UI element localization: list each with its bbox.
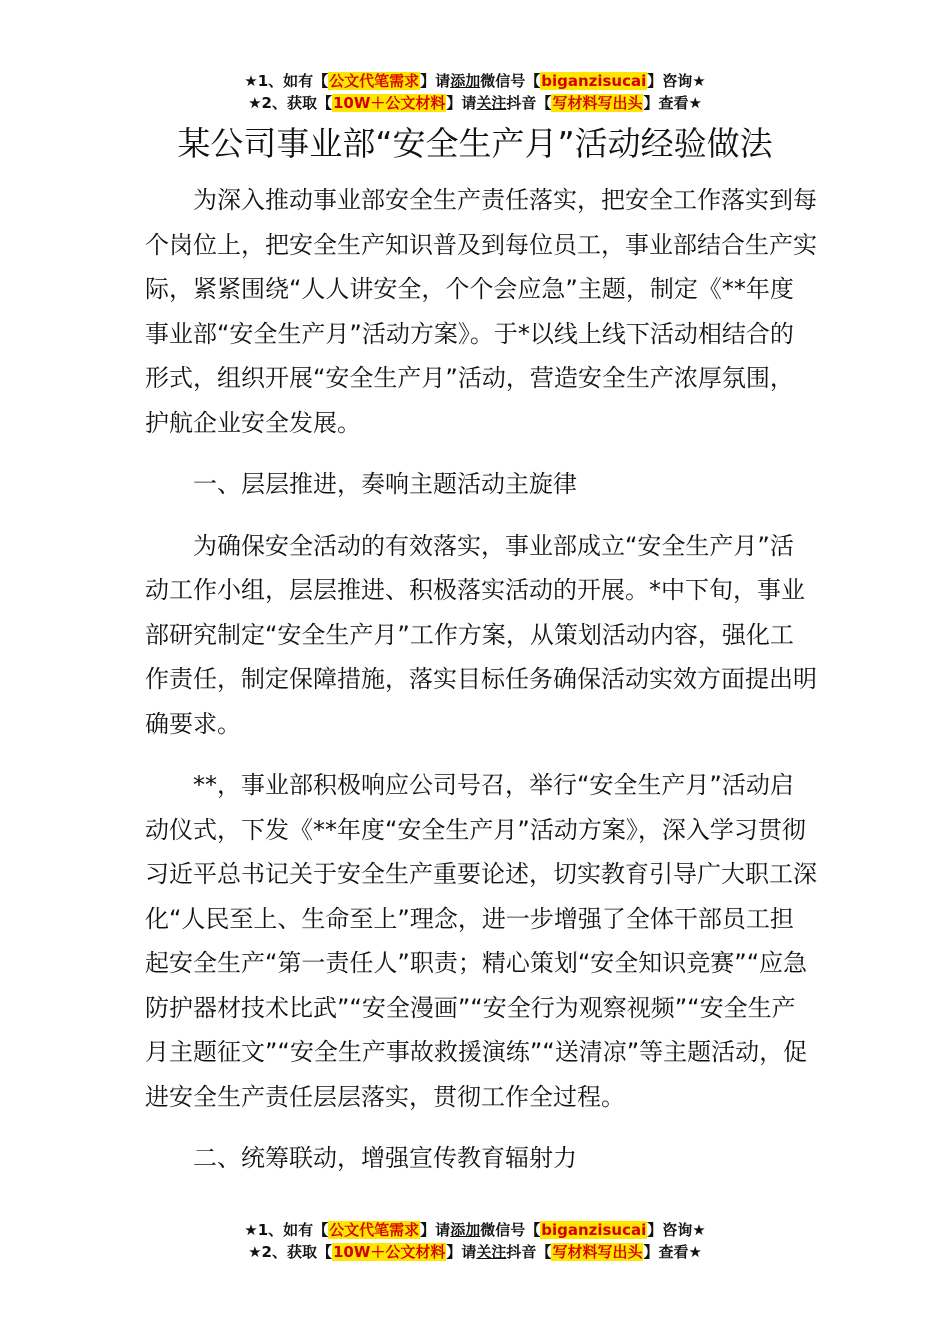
paragraph: **，事业部积极响应公司号召，举行“安全生产月”活动启动仪式，下发《**年度“安全生产月”活动方案》，深入学习贯彻习近平总书记关于安全生产重要论述，切实教育引导广大职工深化“人民至上、生命至上”理念，进一步增强了全体干部员工担起安全生产“第一责任人”职责；精心策划“安全知识竞赛”“应急防护器材技术比武”“安全漫画”“安全行为观察视频”“安全生产月主题征文”“安全生产事故救援演练”“送清凉”等主题活动，促进安全生产责任层层落实，贯彻工作全过程。 [145, 771, 817, 1111]
paragraph: 为确保安全活动的有效落实，事业部成立“安全生产月”活动工作小组，层层推进、积极落实活动的开展。*中下旬，事业部研究制定“安全生产月”工作方案，从策划活动内容，强化工作责任，制定保障措施，落实目标任务确保活动实效方面提出明确要求。 [145, 531, 817, 738]
banner-highlight: 10W＋公文材料 [332, 94, 446, 112]
document-body [145, 178, 817, 1198]
banner-text: 】请 [420, 1221, 451, 1239]
banner-text: 抖音【 [506, 94, 552, 112]
banner-underline: 关注 [476, 94, 507, 112]
banner-text: 抖音【 [506, 1243, 552, 1261]
top-banner [0, 70, 950, 114]
banner-highlight: 公文代笔需求 [329, 72, 420, 90]
banner-text: ★2、获取【 [248, 1243, 332, 1261]
banner-text: ★1、如有【 [244, 72, 329, 90]
banner-text: 】查看★ [643, 94, 702, 112]
banner-text: 】咨询★ [647, 1221, 706, 1239]
banner-text: 】请 [446, 94, 477, 112]
banner-underline: 关注 [476, 1243, 507, 1261]
paragraph: 为深入推动事业部安全生产责任落实，把安全工作落实到每个岗位上，把安全生产知识普及到每位员工，事业部结合生产实际，紧紧围绕“人人讲安全，个个会应急”主题，制定《**年度事业部“安全生产月”活动方案》。于*以线上线下活动相结合的形式，组织开展“安全生产月”活动，营造安全生产浓厚氛围，护航企业安全发展。 [145, 186, 817, 437]
banner-highlight: 10W＋公文材料 [332, 1243, 446, 1261]
banner-text: 】查看★ [643, 1243, 702, 1261]
banner-text: 微信号【 [480, 1221, 541, 1239]
banner-text: 】咨询★ [647, 72, 706, 90]
banner-highlight: biganzisucai [541, 72, 647, 90]
bottom-banner [0, 1219, 950, 1263]
banner-text: 】请 [446, 1243, 477, 1261]
banner-highlight: biganzisucai [541, 1221, 647, 1239]
section-heading: 一、层层推进，奏响主题活动主旋律 [193, 470, 577, 498]
banner-underline: 添加 [450, 1221, 481, 1239]
banner-line-1 [0, 70, 950, 92]
banner-line-1 [0, 1219, 950, 1241]
banner-highlight: 写材料写出头 [552, 1243, 643, 1261]
banner-text: ★2、获取【 [248, 94, 332, 112]
banner-highlight: 公文代笔需求 [329, 1221, 420, 1239]
banner-line-2 [0, 92, 950, 114]
banner-highlight: 写材料写出头 [552, 94, 643, 112]
banner-text: 微信号【 [480, 72, 541, 90]
banner-text: ★1、如有【 [244, 1221, 329, 1239]
banner-line-2 [0, 1241, 950, 1263]
document-title: 某公司事业部“安全生产月”活动经验做法 [177, 124, 773, 163]
banner-text: 】请 [420, 72, 451, 90]
section-heading: 二、统筹联动，增强宣传教育辐射力 [193, 1144, 577, 1172]
banner-underline: 添加 [450, 72, 481, 90]
